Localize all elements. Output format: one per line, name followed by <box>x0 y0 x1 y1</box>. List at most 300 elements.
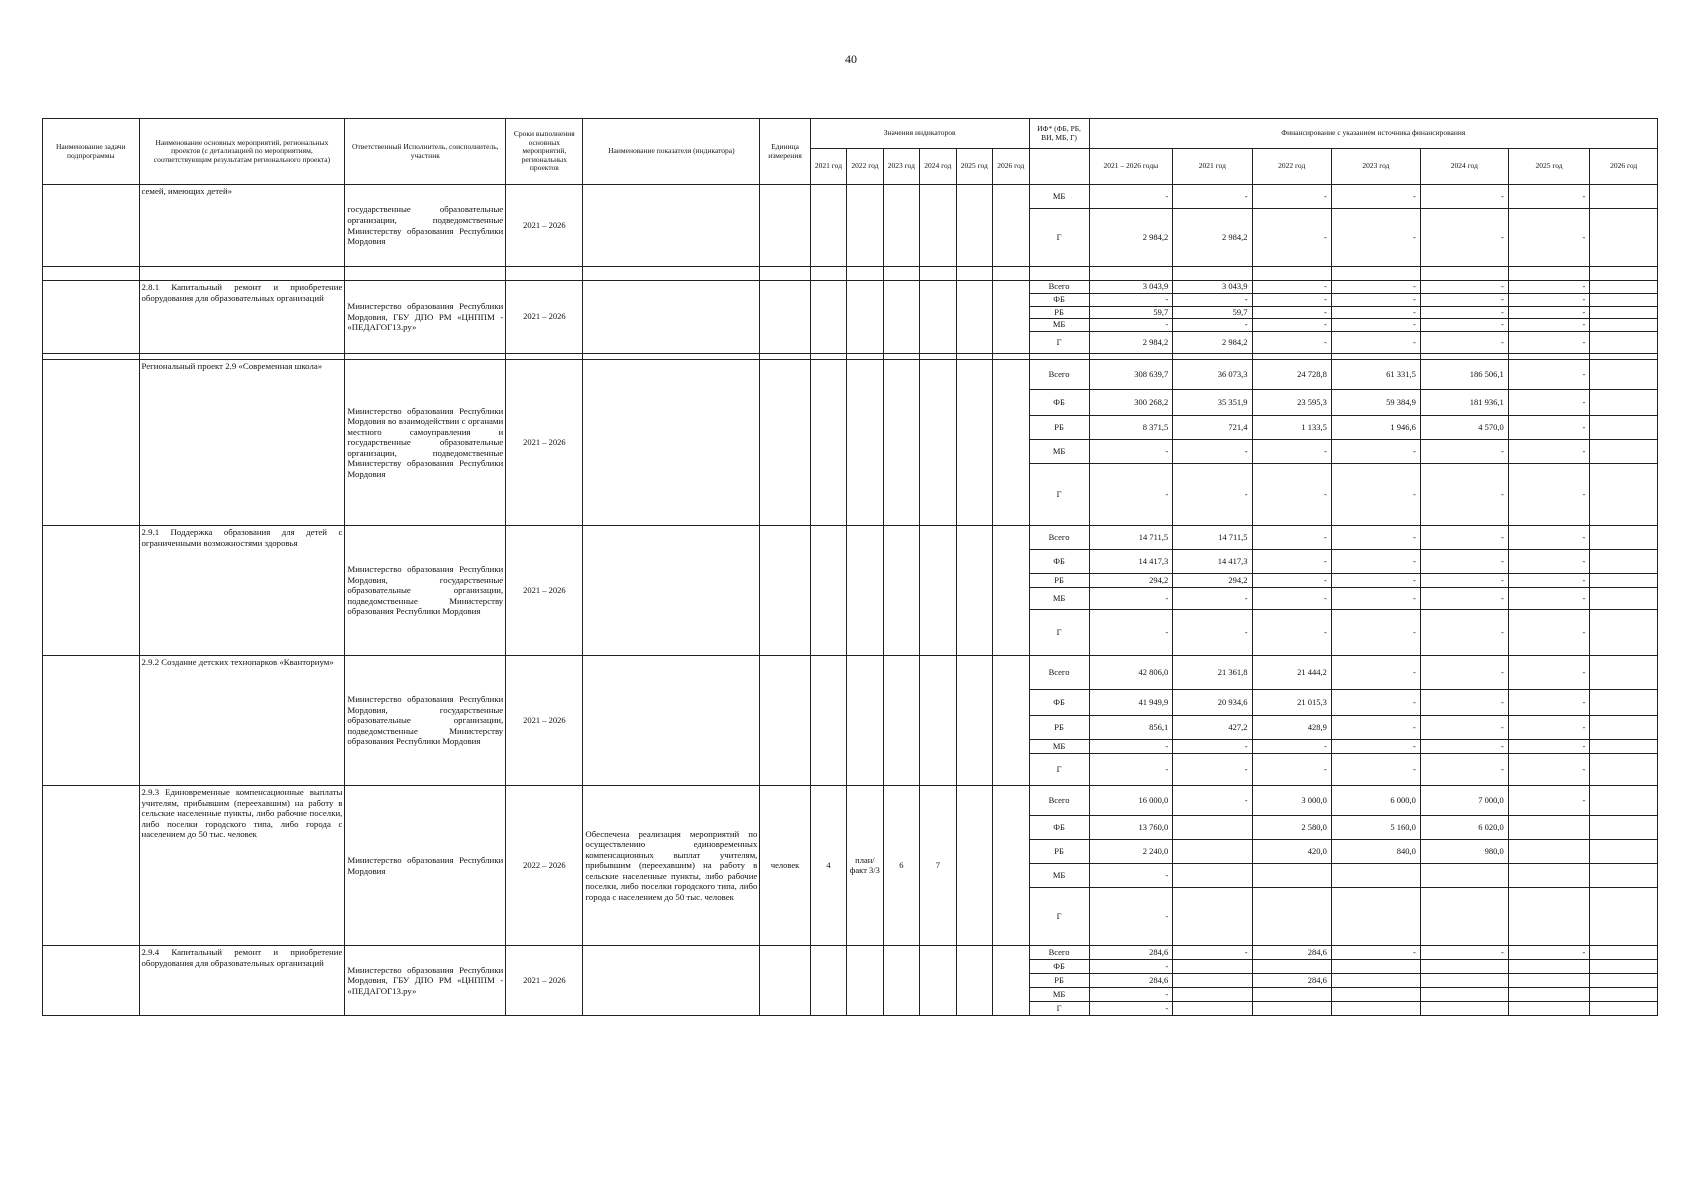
fin-2021: 2 984,2 <box>1173 332 1252 354</box>
fin-total: - <box>1089 319 1173 332</box>
empty-cell <box>1252 267 1331 281</box>
term-value: 2021 – 2026 <box>506 281 583 354</box>
fin-2021 <box>1173 816 1252 840</box>
indicator-value-2021 <box>810 185 846 267</box>
empty-cell <box>1508 267 1589 281</box>
fin-2026 <box>1590 360 1658 390</box>
header-source-blank <box>1029 149 1089 185</box>
fin-2025: - <box>1508 332 1589 354</box>
header-fin-2023: 2023 год <box>1331 149 1420 185</box>
fin-2024 <box>1420 960 1508 974</box>
indicator-value-2024: 7 <box>920 786 956 946</box>
header-term: Сроки выполнения основных мероприятий, региональных проектов <box>506 119 583 185</box>
header-indicator-name: Наименование показателя (индикатора) <box>583 119 760 185</box>
indicator-name <box>583 185 760 267</box>
header-fin-2021: 2021 год <box>1173 149 1252 185</box>
source-label: МБ <box>1029 185 1089 209</box>
fin-2022: - <box>1252 754 1331 786</box>
indicator-value-2023 <box>883 526 919 656</box>
fin-2022: 3 000,0 <box>1252 786 1331 816</box>
empty-cell <box>139 267 345 281</box>
header-fin-2025: 2025 год <box>1508 149 1589 185</box>
source-label: Всего <box>1029 656 1089 690</box>
fin-total: - <box>1089 960 1173 974</box>
fin-2023: 61 331,5 <box>1331 360 1420 390</box>
fin-2025 <box>1508 840 1589 864</box>
empty-cell <box>1590 267 1658 281</box>
fin-2024: - <box>1420 656 1508 690</box>
indicator-value-2026 <box>993 656 1030 786</box>
term-value: 2022 – 2026 <box>506 786 583 946</box>
fin-2026 <box>1590 306 1658 319</box>
empty-cell <box>760 267 810 281</box>
unit-value <box>760 360 810 526</box>
fin-2024 <box>1420 988 1508 1002</box>
fin-2021: - <box>1173 293 1252 306</box>
fin-2026 <box>1590 281 1658 294</box>
fin-2023: - <box>1331 588 1420 610</box>
source-label: РБ <box>1029 306 1089 319</box>
indicator-value-2024 <box>920 656 956 786</box>
indicator-value-2022 <box>847 526 883 656</box>
fin-2024: - <box>1420 306 1508 319</box>
fin-2024: - <box>1420 588 1508 610</box>
unit-value <box>760 526 810 656</box>
fin-2022: - <box>1252 293 1331 306</box>
table-row <box>43 946 1658 960</box>
fin-2025: - <box>1508 656 1589 690</box>
fin-2023: 6 000,0 <box>1331 786 1420 816</box>
table-row <box>43 185 1658 209</box>
table-row <box>43 360 1658 390</box>
fin-2022: 24 728,8 <box>1252 360 1331 390</box>
indicator-value-2023 <box>883 185 919 267</box>
term-value: 2021 – 2026 <box>506 185 583 267</box>
fin-total: 308 639,7 <box>1089 360 1173 390</box>
fin-2024: - <box>1420 716 1508 740</box>
source-label: Г <box>1029 1002 1089 1016</box>
fin-2025: - <box>1508 416 1589 440</box>
fin-2025 <box>1508 816 1589 840</box>
fin-2025: - <box>1508 209 1589 267</box>
fin-2024: 7 000,0 <box>1420 786 1508 816</box>
fin-2024: - <box>1420 464 1508 526</box>
fin-2022: - <box>1252 550 1331 574</box>
measure-name: семей, имеющих детей» <box>139 185 345 267</box>
indicator-value-2023 <box>883 656 919 786</box>
fin-total: - <box>1089 588 1173 610</box>
fin-2026 <box>1590 656 1658 690</box>
fin-2025: - <box>1508 390 1589 416</box>
fin-2024: 980,0 <box>1420 840 1508 864</box>
fin-total: 856,1 <box>1089 716 1173 740</box>
indicator-name: Обеспечена реализация мероприятий по осуществлению единовременных компенсационных выплат учителям, прибывшим (переехавшим) на работу в сельские населенные пункты, либо рабочие поселки, либо поселки городского типа, либо города с населением до 50 тыс. человек <box>583 786 760 946</box>
fin-2021: 721,4 <box>1173 416 1252 440</box>
fin-2021: - <box>1173 464 1252 526</box>
fin-2026 <box>1590 716 1658 740</box>
fin-2022: - <box>1252 332 1331 354</box>
fin-total: 14 417,3 <box>1089 550 1173 574</box>
fin-2025: - <box>1508 786 1589 816</box>
fin-2022 <box>1252 960 1331 974</box>
indicator-value-2025 <box>956 786 992 946</box>
fin-2022: 420,0 <box>1252 840 1331 864</box>
source-label: Всего <box>1029 946 1089 960</box>
empty-cell <box>993 267 1030 281</box>
header-source: ИФ* (ФБ, РБ, ВИ, МБ, Г) <box>1029 119 1089 149</box>
fin-2022: 2 580,0 <box>1252 816 1331 840</box>
fin-2023: - <box>1331 209 1420 267</box>
unit-value <box>760 946 810 1016</box>
fin-2024 <box>1420 888 1508 946</box>
indicator-value-2024 <box>920 360 956 526</box>
source-label: ФБ <box>1029 293 1089 306</box>
fin-total: 300 268,2 <box>1089 390 1173 416</box>
fin-total: 2 984,2 <box>1089 209 1173 267</box>
fin-2024: 186 506,1 <box>1420 360 1508 390</box>
header-task: Наименование задачи подпрограммы <box>43 119 140 185</box>
indicator-value-2021 <box>810 360 846 526</box>
fin-2022: 1 133,5 <box>1252 416 1331 440</box>
fin-2022: 23 595,3 <box>1252 390 1331 416</box>
fin-2026 <box>1590 550 1658 574</box>
fin-total: - <box>1089 754 1173 786</box>
fin-2022 <box>1252 988 1331 1002</box>
fin-2025 <box>1508 960 1589 974</box>
unit-value: человек <box>760 786 810 946</box>
empty-cell <box>345 267 506 281</box>
fin-2021: 14 711,5 <box>1173 526 1252 550</box>
fin-2026 <box>1590 988 1658 1002</box>
fin-2026 <box>1590 946 1658 960</box>
fin-2025 <box>1508 974 1589 988</box>
fin-total: - <box>1089 864 1173 888</box>
indicator-value-2021 <box>810 946 846 1016</box>
fin-2021 <box>1173 974 1252 988</box>
fin-2025: - <box>1508 440 1589 464</box>
source-label: РБ <box>1029 974 1089 988</box>
measure-name: 2.9.4 Капитальный ремонт и приобретение оборудования для образовательных организаций <box>139 946 345 1016</box>
fin-2021: - <box>1173 786 1252 816</box>
fin-2021: - <box>1173 588 1252 610</box>
fin-2026 <box>1590 754 1658 786</box>
fin-2025: - <box>1508 946 1589 960</box>
fin-2025: - <box>1508 740 1589 754</box>
fin-2022: 21 015,3 <box>1252 690 1331 716</box>
fin-total: - <box>1089 988 1173 1002</box>
fin-2025 <box>1508 864 1589 888</box>
fin-2026 <box>1590 786 1658 816</box>
fin-2023: - <box>1331 610 1420 656</box>
executor-name: Министерство образования Республики Мордовия, ГБУ ДПО РМ «ЦНППМ - «ПЕДАГОГ13.ру» <box>345 281 506 354</box>
fin-total: 2 240,0 <box>1089 840 1173 864</box>
fin-2023: - <box>1331 946 1420 960</box>
fin-2022 <box>1252 1002 1331 1016</box>
fin-2024: - <box>1420 550 1508 574</box>
fin-total: - <box>1089 888 1173 946</box>
fin-2025: - <box>1508 574 1589 588</box>
fin-2024: - <box>1420 319 1508 332</box>
fin-2026 <box>1590 390 1658 416</box>
fin-2026 <box>1590 416 1658 440</box>
fin-2021: 294,2 <box>1173 574 1252 588</box>
task-cell <box>43 360 140 526</box>
fin-2021 <box>1173 888 1252 946</box>
indicator-value-2026 <box>993 526 1030 656</box>
fin-2025: - <box>1508 550 1589 574</box>
fin-2021: 14 417,3 <box>1173 550 1252 574</box>
task-cell <box>43 656 140 786</box>
indicator-value-2023: 6 <box>883 786 919 946</box>
fin-2025: - <box>1508 185 1589 209</box>
fin-2024: 181 936,1 <box>1420 390 1508 416</box>
fin-2022: - <box>1252 306 1331 319</box>
fin-2022: - <box>1252 464 1331 526</box>
header-indicator-values: Значения индикаторов <box>810 119 1029 149</box>
table-row <box>43 526 1658 550</box>
empty-cell <box>506 267 583 281</box>
fin-2026 <box>1590 526 1658 550</box>
fin-total: - <box>1089 440 1173 464</box>
indicator-value-2022 <box>847 360 883 526</box>
measure-name: 2.9.1 Поддержка образования для детей с ограниченными возможностями здоровья <box>139 526 345 656</box>
source-label: Г <box>1029 888 1089 946</box>
fin-2026 <box>1590 209 1658 267</box>
indicator-value-2024 <box>920 281 956 354</box>
fin-2026 <box>1590 293 1658 306</box>
indicator-name <box>583 526 760 656</box>
empty-cell <box>43 267 140 281</box>
fin-2026 <box>1590 332 1658 354</box>
fin-2021: 3 043,9 <box>1173 281 1252 294</box>
fin-2024: - <box>1420 946 1508 960</box>
header-year-2026: 2026 год <box>993 149 1030 185</box>
unit-value <box>760 185 810 267</box>
fin-total: 284,6 <box>1089 974 1173 988</box>
fin-2022: - <box>1252 281 1331 294</box>
fin-2023: - <box>1331 716 1420 740</box>
fin-total: 8 371,5 <box>1089 416 1173 440</box>
fin-2023: 1 946,6 <box>1331 416 1420 440</box>
fin-2022: - <box>1252 440 1331 464</box>
indicator-value-2021 <box>810 526 846 656</box>
fin-2021 <box>1173 864 1252 888</box>
fin-total: - <box>1089 1002 1173 1016</box>
fin-2022: 284,6 <box>1252 946 1331 960</box>
task-cell <box>43 185 140 267</box>
fin-2021: 2 984,2 <box>1173 209 1252 267</box>
source-label: МБ <box>1029 440 1089 464</box>
page-number: 40 <box>845 52 857 66</box>
fin-2025 <box>1508 888 1589 946</box>
fin-total: - <box>1089 185 1173 209</box>
fin-2021: 59,7 <box>1173 306 1252 319</box>
fin-total: - <box>1089 464 1173 526</box>
source-label: МБ <box>1029 319 1089 332</box>
source-label: РБ <box>1029 416 1089 440</box>
fin-2025: - <box>1508 306 1589 319</box>
header-fin-2024: 2024 год <box>1420 149 1508 185</box>
executor-name: Министерство образования Республики Мордовия, государственные образовательные организации, подведомственные Министерству образования Республики Мордовия <box>345 526 506 656</box>
fin-total: 41 949,9 <box>1089 690 1173 716</box>
fin-2025 <box>1508 988 1589 1002</box>
header-year-2021: 2021 год <box>810 149 846 185</box>
fin-total: 42 806,0 <box>1089 656 1173 690</box>
fin-2024: 4 570,0 <box>1420 416 1508 440</box>
source-label: ФБ <box>1029 690 1089 716</box>
fin-2021 <box>1173 840 1252 864</box>
fin-2021: - <box>1173 185 1252 209</box>
fin-2026 <box>1590 319 1658 332</box>
indicator-value-2023 <box>883 946 919 1016</box>
header-year-2024: 2024 год <box>920 149 956 185</box>
term-value: 2021 – 2026 <box>506 656 583 786</box>
fin-total: 14 711,5 <box>1089 526 1173 550</box>
fin-2026 <box>1590 740 1658 754</box>
fin-total: - <box>1089 293 1173 306</box>
empty-cell <box>956 267 992 281</box>
source-label: Г <box>1029 610 1089 656</box>
source-label: Всего <box>1029 360 1089 390</box>
fin-2021: - <box>1173 740 1252 754</box>
fin-2024: - <box>1420 209 1508 267</box>
fin-2024 <box>1420 864 1508 888</box>
fin-2023: 5 160,0 <box>1331 816 1420 840</box>
task-cell <box>43 281 140 354</box>
fin-total: 16 000,0 <box>1089 786 1173 816</box>
header-financing: Финансирование с указанием источника финансирования <box>1089 119 1657 149</box>
fin-2026 <box>1590 816 1658 840</box>
program-table <box>42 118 1658 1016</box>
fin-total: - <box>1089 740 1173 754</box>
fin-2021: - <box>1173 754 1252 786</box>
indicator-value-2023 <box>883 360 919 526</box>
source-label: МБ <box>1029 588 1089 610</box>
task-cell <box>43 946 140 1016</box>
unit-value <box>760 281 810 354</box>
fin-2023: - <box>1331 754 1420 786</box>
fin-2021: 35 351,9 <box>1173 390 1252 416</box>
spacer-row <box>43 267 1658 281</box>
empty-cell <box>1089 267 1173 281</box>
fin-2026 <box>1590 888 1658 946</box>
fin-2023: - <box>1331 550 1420 574</box>
fin-2023: - <box>1331 319 1420 332</box>
fin-total: 284,6 <box>1089 946 1173 960</box>
fin-2025: - <box>1508 526 1589 550</box>
source-label: Г <box>1029 464 1089 526</box>
fin-2026 <box>1590 960 1658 974</box>
fin-2021: - <box>1173 440 1252 464</box>
fin-2021 <box>1173 988 1252 1002</box>
fin-2023: - <box>1331 332 1420 354</box>
term-value: 2021 – 2026 <box>506 360 583 526</box>
fin-2023 <box>1331 1002 1420 1016</box>
fin-2025 <box>1508 1002 1589 1016</box>
source-label: Г <box>1029 754 1089 786</box>
indicator-value-2026 <box>993 185 1030 267</box>
fin-2024: - <box>1420 610 1508 656</box>
fin-2026 <box>1590 864 1658 888</box>
fin-2023: - <box>1331 526 1420 550</box>
indicator-value-2025 <box>956 360 992 526</box>
fin-2021: 36 073,3 <box>1173 360 1252 390</box>
unit-value <box>760 656 810 786</box>
header-unit: Единица измерения <box>760 119 810 185</box>
header-measure: Наименование основных мероприятий, региональных проектов (с детализацией по мероприятиям, соответствующим результатам регионального проекта) <box>139 119 345 185</box>
empty-cell <box>810 267 846 281</box>
source-label: ФБ <box>1029 816 1089 840</box>
fin-total: 3 043,9 <box>1089 281 1173 294</box>
fin-2023: 59 384,9 <box>1331 390 1420 416</box>
task-cell <box>43 526 140 656</box>
fin-2022: 21 444,2 <box>1252 656 1331 690</box>
fin-2025: - <box>1508 610 1589 656</box>
source-label: ФБ <box>1029 550 1089 574</box>
fin-2023: - <box>1331 740 1420 754</box>
executor-name: Министерство образования Республики Мордовия, государственные образовательные организации, подведомственные Министерству образования Республики Мордовия <box>345 656 506 786</box>
fin-2026 <box>1590 185 1658 209</box>
source-label: РБ <box>1029 574 1089 588</box>
indicator-value-2026 <box>993 360 1030 526</box>
source-label: РБ <box>1029 716 1089 740</box>
indicator-value-2021 <box>810 281 846 354</box>
fin-2023 <box>1331 864 1420 888</box>
fin-2024: - <box>1420 185 1508 209</box>
empty-cell <box>920 267 956 281</box>
header-year-2022: 2022 год <box>847 149 883 185</box>
empty-cell <box>1029 267 1089 281</box>
source-label: Г <box>1029 332 1089 354</box>
table-row <box>43 281 1658 294</box>
indicator-value-2025 <box>956 526 992 656</box>
fin-2021: - <box>1173 946 1252 960</box>
fin-total: 2 984,2 <box>1089 332 1173 354</box>
table-row <box>43 786 1658 816</box>
indicator-value-2025 <box>956 281 992 354</box>
fin-2025: - <box>1508 293 1589 306</box>
fin-2024: 6 020,0 <box>1420 816 1508 840</box>
fin-2026 <box>1590 840 1658 864</box>
indicator-value-2021: 4 <box>810 786 846 946</box>
indicator-value-2025 <box>956 656 992 786</box>
fin-2022: - <box>1252 319 1331 332</box>
indicator-value-2021 <box>810 656 846 786</box>
fin-total: - <box>1089 610 1173 656</box>
fin-2022: 428,9 <box>1252 716 1331 740</box>
indicator-name <box>583 946 760 1016</box>
fin-2025: - <box>1508 360 1589 390</box>
fin-2025: - <box>1508 690 1589 716</box>
fin-2024: - <box>1420 440 1508 464</box>
table-row <box>43 656 1658 690</box>
fin-2024: - <box>1420 690 1508 716</box>
empty-cell <box>583 267 760 281</box>
executor-name: Министерство образования Республики Мордовия во взаимодействии с органами местного самоуправления и государственные образовательные организации, подведомственные Министерству образования Республики Мордовия <box>345 360 506 526</box>
executor-name: Министерство образования Республики Мордовия <box>345 786 506 946</box>
indicator-value-2022 <box>847 281 883 354</box>
header-executor: Ответственный Исполнитель, соисполнитель, участник <box>345 119 506 185</box>
indicator-value-2024 <box>920 526 956 656</box>
fin-2023: - <box>1331 281 1420 294</box>
fin-2024: - <box>1420 526 1508 550</box>
fin-total: 13 760,0 <box>1089 816 1173 840</box>
fin-2021: 427,2 <box>1173 716 1252 740</box>
indicator-value-2025 <box>956 946 992 1016</box>
indicator-value-2024 <box>920 946 956 1016</box>
measure-name: 2.8.1 Капитальный ремонт и приобретение оборудования для образовательных организаций <box>139 281 345 354</box>
empty-cell <box>847 267 883 281</box>
